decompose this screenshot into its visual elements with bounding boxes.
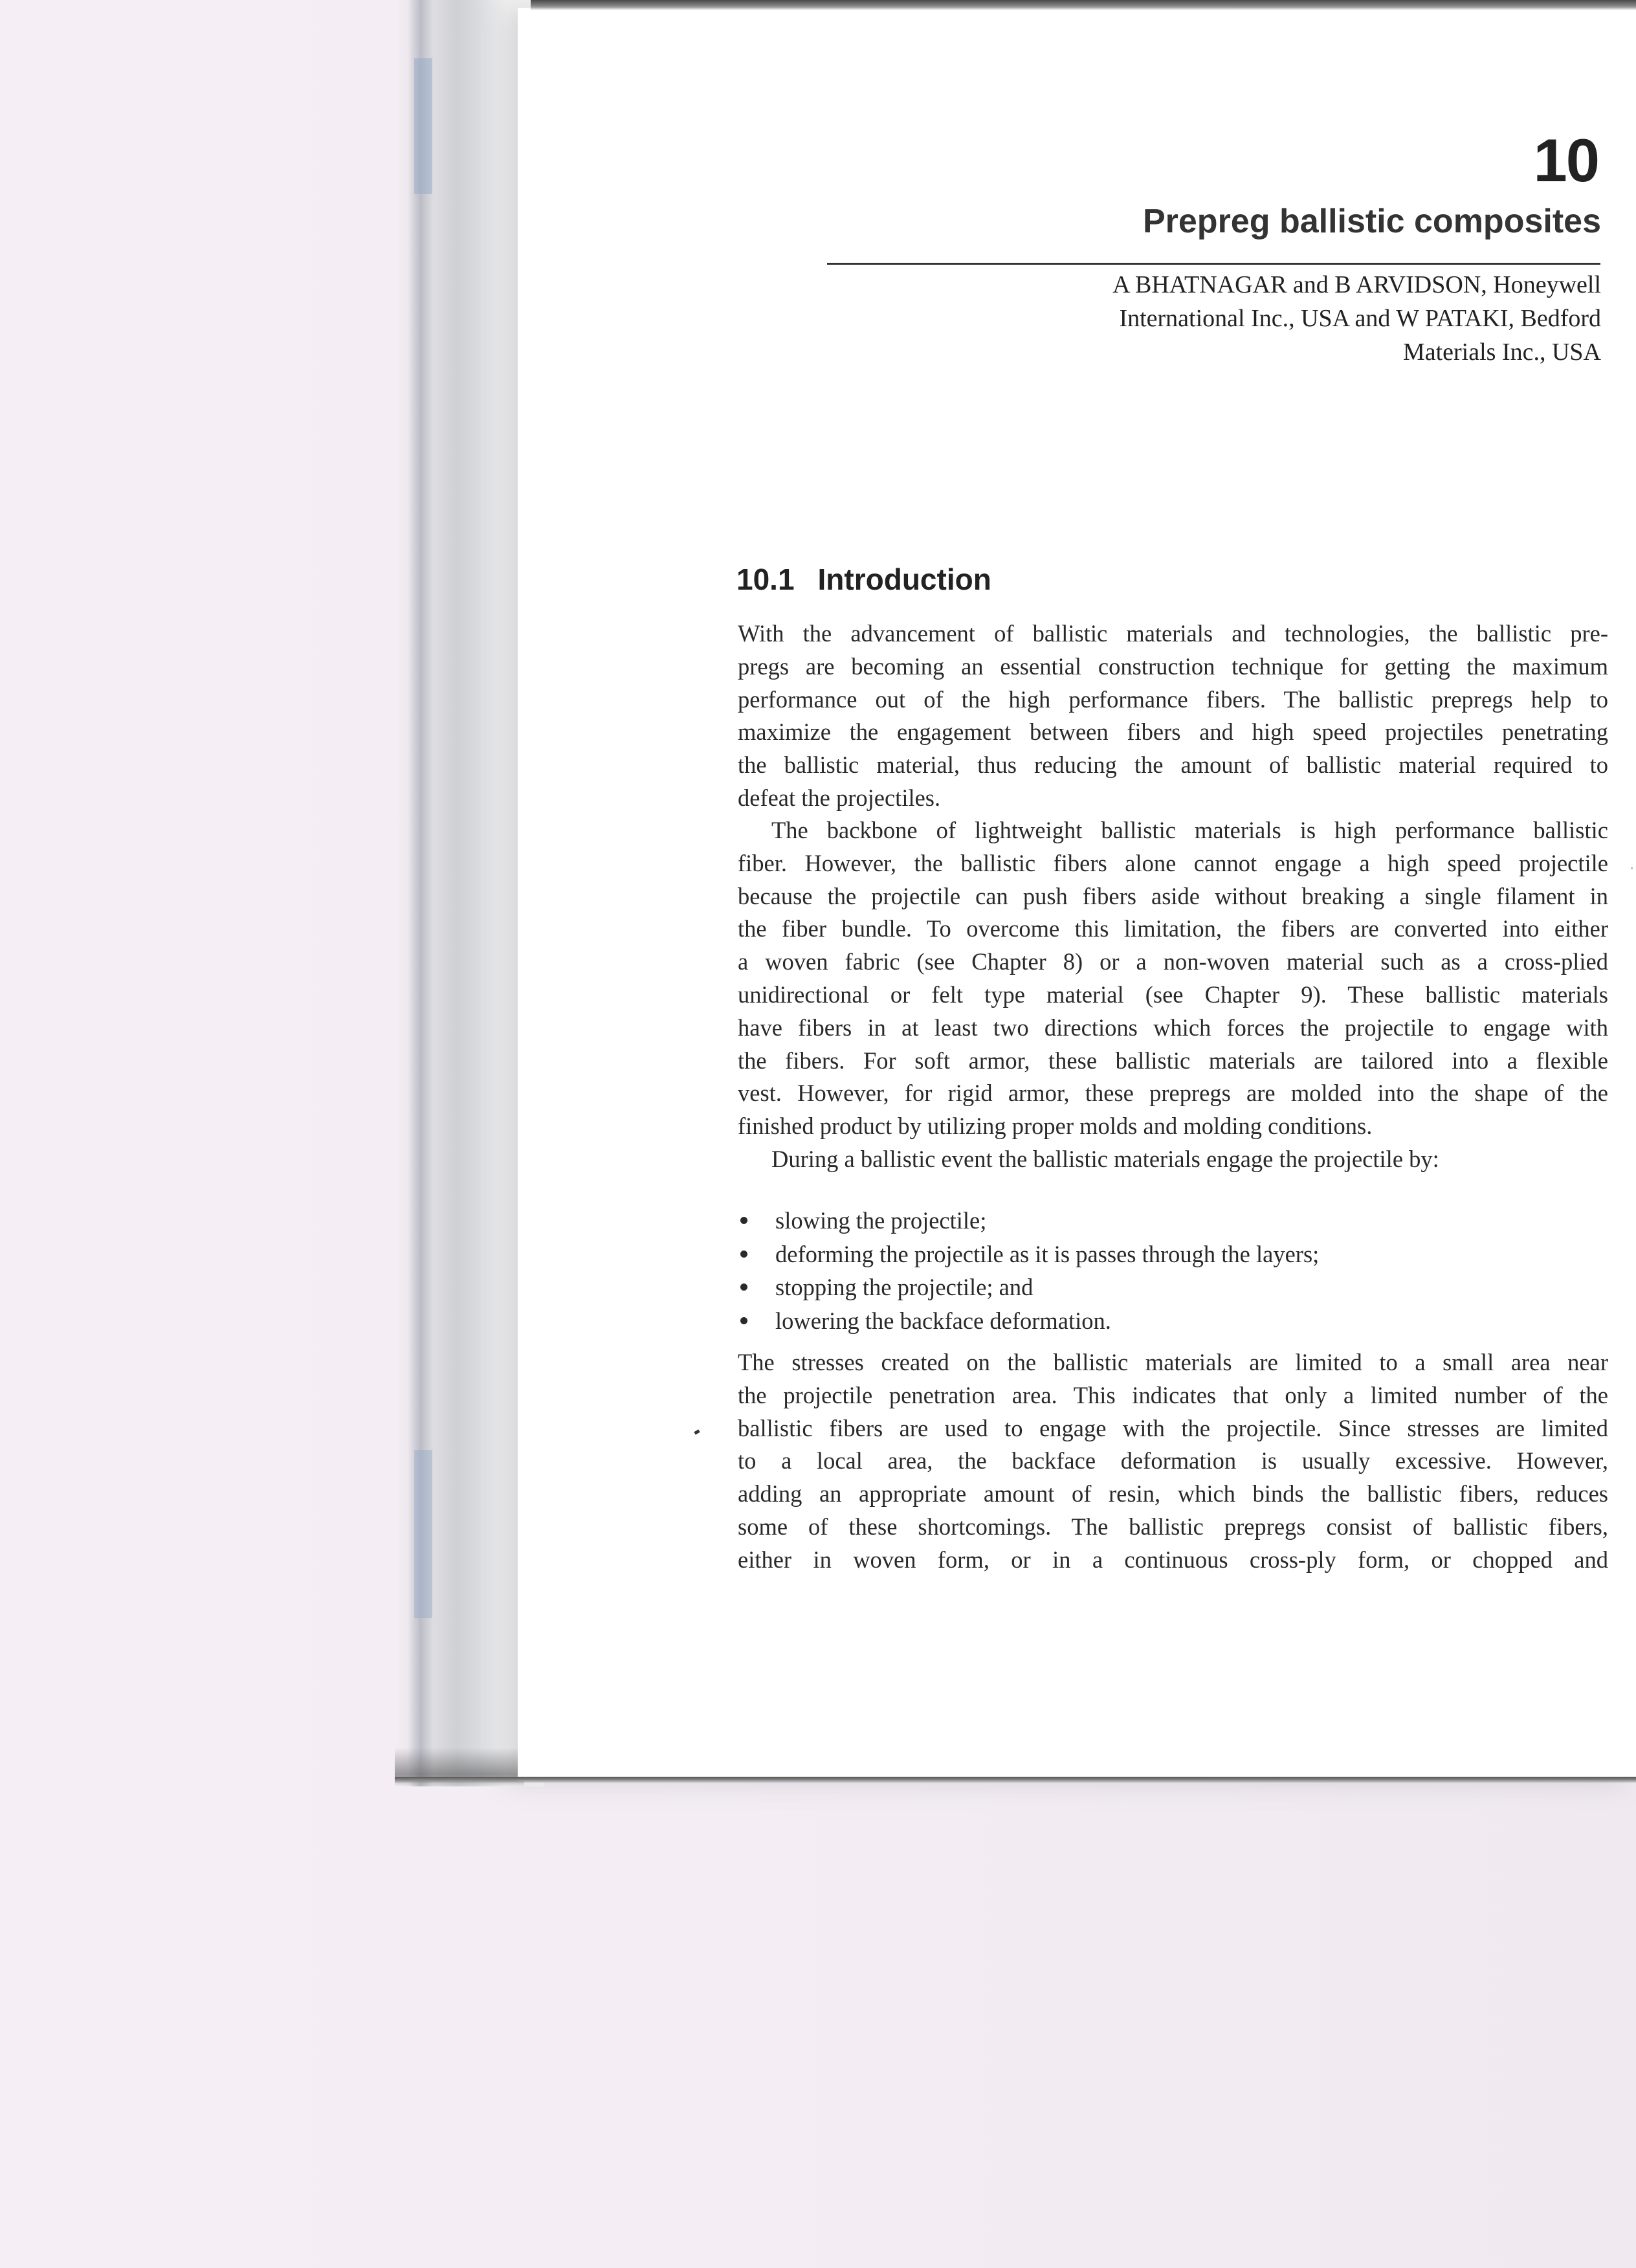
- scan-speck: [1631, 867, 1633, 869]
- text-line: unidirectional or felt type material (see Chapter 9). These ballistic materials: [738, 981, 1608, 1008]
- page-top-edge: [531, 0, 1636, 10]
- text-line: maximize the engagement between fibers and high speed projectiles penetrating: [738, 718, 1608, 746]
- list-item-text: lowering the backface deformation.: [775, 1307, 1111, 1334]
- paragraph-intro: [738, 617, 1608, 815]
- text-line: either in woven form, or in a continuous cross-ply form, or chopped and: [738, 1546, 1608, 1573]
- text-line: fiber. However, the ballistic fibers alone cannot engage a high speed projectile: [738, 849, 1608, 876]
- list-item: [738, 1271, 1579, 1304]
- section-number: 10.1: [736, 562, 795, 596]
- list-item: [738, 1304, 1579, 1338]
- text-line: The backbone of lightweight ballistic materials is high performance ballistic: [771, 817, 1608, 843]
- bullet-icon: [740, 1251, 747, 1258]
- list-item: [738, 1204, 1579, 1238]
- bullet-icon: [740, 1284, 747, 1291]
- author-line: International Inc., USA and W PATAKI, Bedford: [1119, 305, 1601, 332]
- text-line: adding an appropriate amount of resin, which binds the ballistic fibers, reduces: [738, 1480, 1608, 1507]
- paragraph-ballistic-event: [738, 1143, 1608, 1176]
- chapter-title: Prepreg ballistic composites: [1142, 203, 1601, 240]
- paragraph-stresses: [738, 1346, 1608, 1577]
- section-heading: [736, 562, 991, 597]
- text-line: to a local area, the backface deformation is usually excessive. However,: [738, 1447, 1608, 1474]
- text-line: have fibers in at least two directions which forces the projectile to engage with: [738, 1014, 1608, 1041]
- bullet-list: [738, 1204, 1579, 1337]
- chapter-number: 10: [1533, 126, 1598, 194]
- bullet-icon: [740, 1317, 747, 1324]
- text-line: some of these shortcomings. The ballistic prepregs consist of ballistic fibers,: [738, 1513, 1608, 1540]
- text-line: defeat the projectiles.: [738, 784, 941, 811]
- list-item: [738, 1238, 1579, 1271]
- text-line: vest. However, for rigid armor, these prepregs are molded into the shape of the: [738, 1080, 1608, 1107]
- text-line: performance out of the high performance fibers. The ballistic prepregs help to: [738, 685, 1608, 713]
- text-line: a woven fabric (see Chapter 8) or a non-woven material such as a cross-plied: [738, 948, 1608, 975]
- text-line: the fibers. For soft armor, these ballistic materials are tailored into a flexible: [738, 1047, 1608, 1074]
- list-item-text: deforming the projectile as it is passes through the layers;: [775, 1240, 1320, 1267]
- text-line: The stresses created on the ballistic materials are limited to a small area near: [738, 1349, 1608, 1375]
- spine-tint-bottom: [414, 1450, 432, 1618]
- text-line: the ballistic material, thus reducing the amount of ballistic material required to: [738, 751, 1608, 779]
- page-bottom-edge: [395, 1777, 1636, 1783]
- text-line: pregs are becoming an essential construction technique for getting the maximum: [738, 652, 1608, 680]
- author-line: A BHATNAGAR and B ARVIDSON, Honeywell: [1112, 271, 1601, 298]
- paragraph-backbone: [738, 814, 1608, 1143]
- text-line: because the projectile can push fibers aside without breaking a single filament in: [738, 882, 1608, 909]
- author-line: Materials Inc., USA: [1402, 339, 1601, 366]
- text-line: the fiber bundle. To overcome this limitation, the fibers are converted into either: [738, 915, 1608, 942]
- section-title: Introduction: [817, 562, 991, 596]
- text-line: ballistic fibers are used to engage with the projectile. Since stresses are limited: [738, 1414, 1608, 1441]
- text-line: During a ballistic event the ballistic materials engage the projectile by:: [771, 1146, 1439, 1172]
- text-line: the projectile penetration area. This indicates that only a limited number of the: [738, 1381, 1608, 1408]
- spine-tint-top: [414, 58, 432, 194]
- title-rule: [827, 263, 1600, 265]
- list-item-text: stopping the projectile; and: [775, 1274, 1034, 1300]
- text-line: With the advancement of ballistic materials and technologies, the ballistic pre-: [738, 620, 1608, 647]
- list-item-text: slowing the projectile;: [775, 1207, 987, 1234]
- bullet-icon: [740, 1217, 747, 1224]
- text-line: finished product by utilizing proper molds and molding conditions.: [738, 1113, 1373, 1140]
- author-block: [889, 268, 1601, 369]
